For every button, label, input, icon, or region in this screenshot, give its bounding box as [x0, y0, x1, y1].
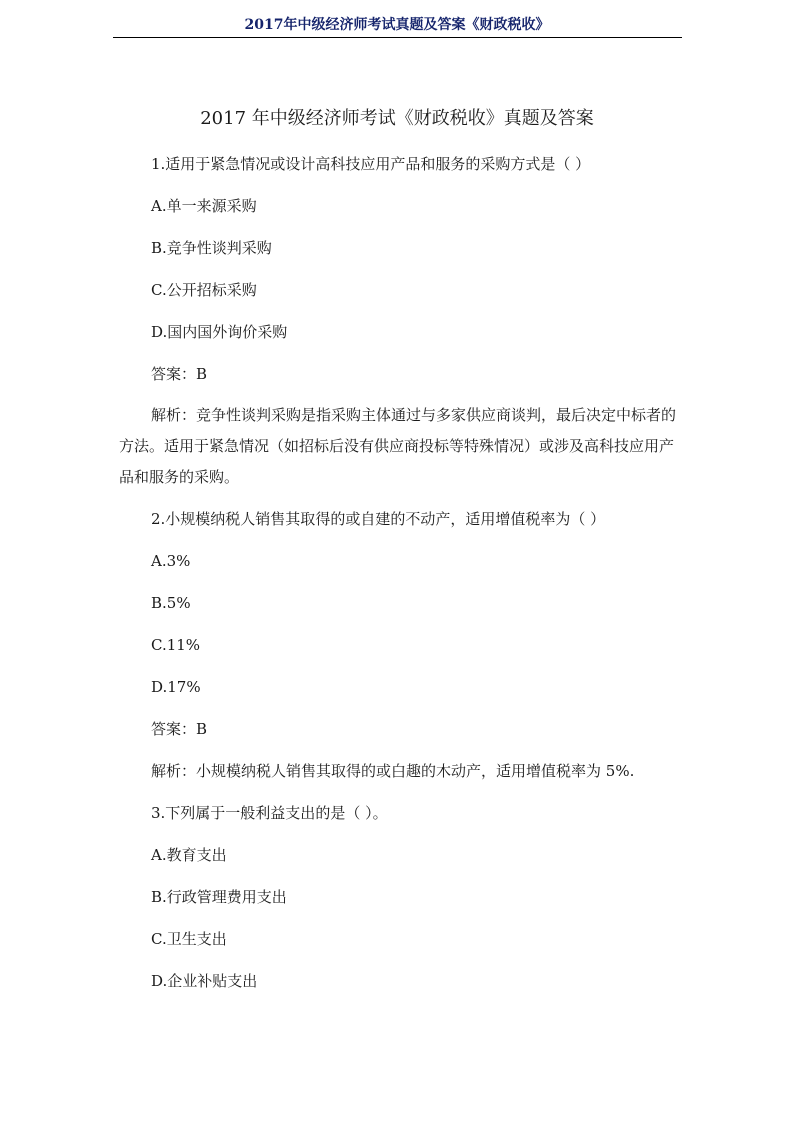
question-3-option-a: A.教育支出 — [151, 846, 227, 864]
question-3-option-d: D.企业补贴支出 — [151, 972, 258, 990]
question-1-option-a: A.单一来源采购 — [151, 197, 257, 215]
question-2-answer: 答案：B — [151, 720, 208, 738]
question-2-option-a: A.3% — [151, 552, 191, 570]
question-3-option-c: C.卫生支出 — [151, 930, 227, 948]
question-2-option-c: C.11% — [151, 636, 201, 654]
running-header-title: 2017年中级经济师考试真题及答案《财政税收》 — [244, 17, 550, 33]
question-1-option-c: C.公开招标采购 — [151, 281, 257, 299]
document-title: 2017 年中级经济师考试《财政税收》真题及答案 — [200, 108, 594, 129]
question-2-text: 2.小规模纳税人销售其取得的或自建的不动产，适用增值税率为（ ） — [151, 510, 606, 528]
question-1-option-d: D.国内国外询价采购 — [151, 323, 288, 341]
question-1-explanation: 解析：竞争性谈判采购是指采购主体通过与多家供应商谈判，最后决定中标者的方法。适用于紧急情况（如招标后没有供应商投标等特殊情况）或涉及高科技应用产品和服务的采购。 — [119, 406, 677, 486]
question-3-option-b: B.行政管理费用支出 — [151, 888, 287, 906]
question-2-option-b: B.5% — [151, 594, 191, 612]
question-1-option-b: B.竞争性谈判采购 — [151, 239, 272, 257]
question-1-answer: 答案：B — [151, 365, 208, 383]
question-2-option-d: D.17% — [151, 678, 201, 696]
header-divider — [113, 37, 682, 38]
question-3-text: 3.下列属于一般利益支出的是（ ）。 — [151, 804, 388, 822]
question-2-explanation: 解析：小规模纳税人销售其取得的或白趣的木动产，适用增值税率为 5%. — [151, 762, 635, 780]
question-1-text: 1.适用于紧急情况或设计高科技应用产品和服务的采购方式是（ ） — [151, 155, 591, 173]
